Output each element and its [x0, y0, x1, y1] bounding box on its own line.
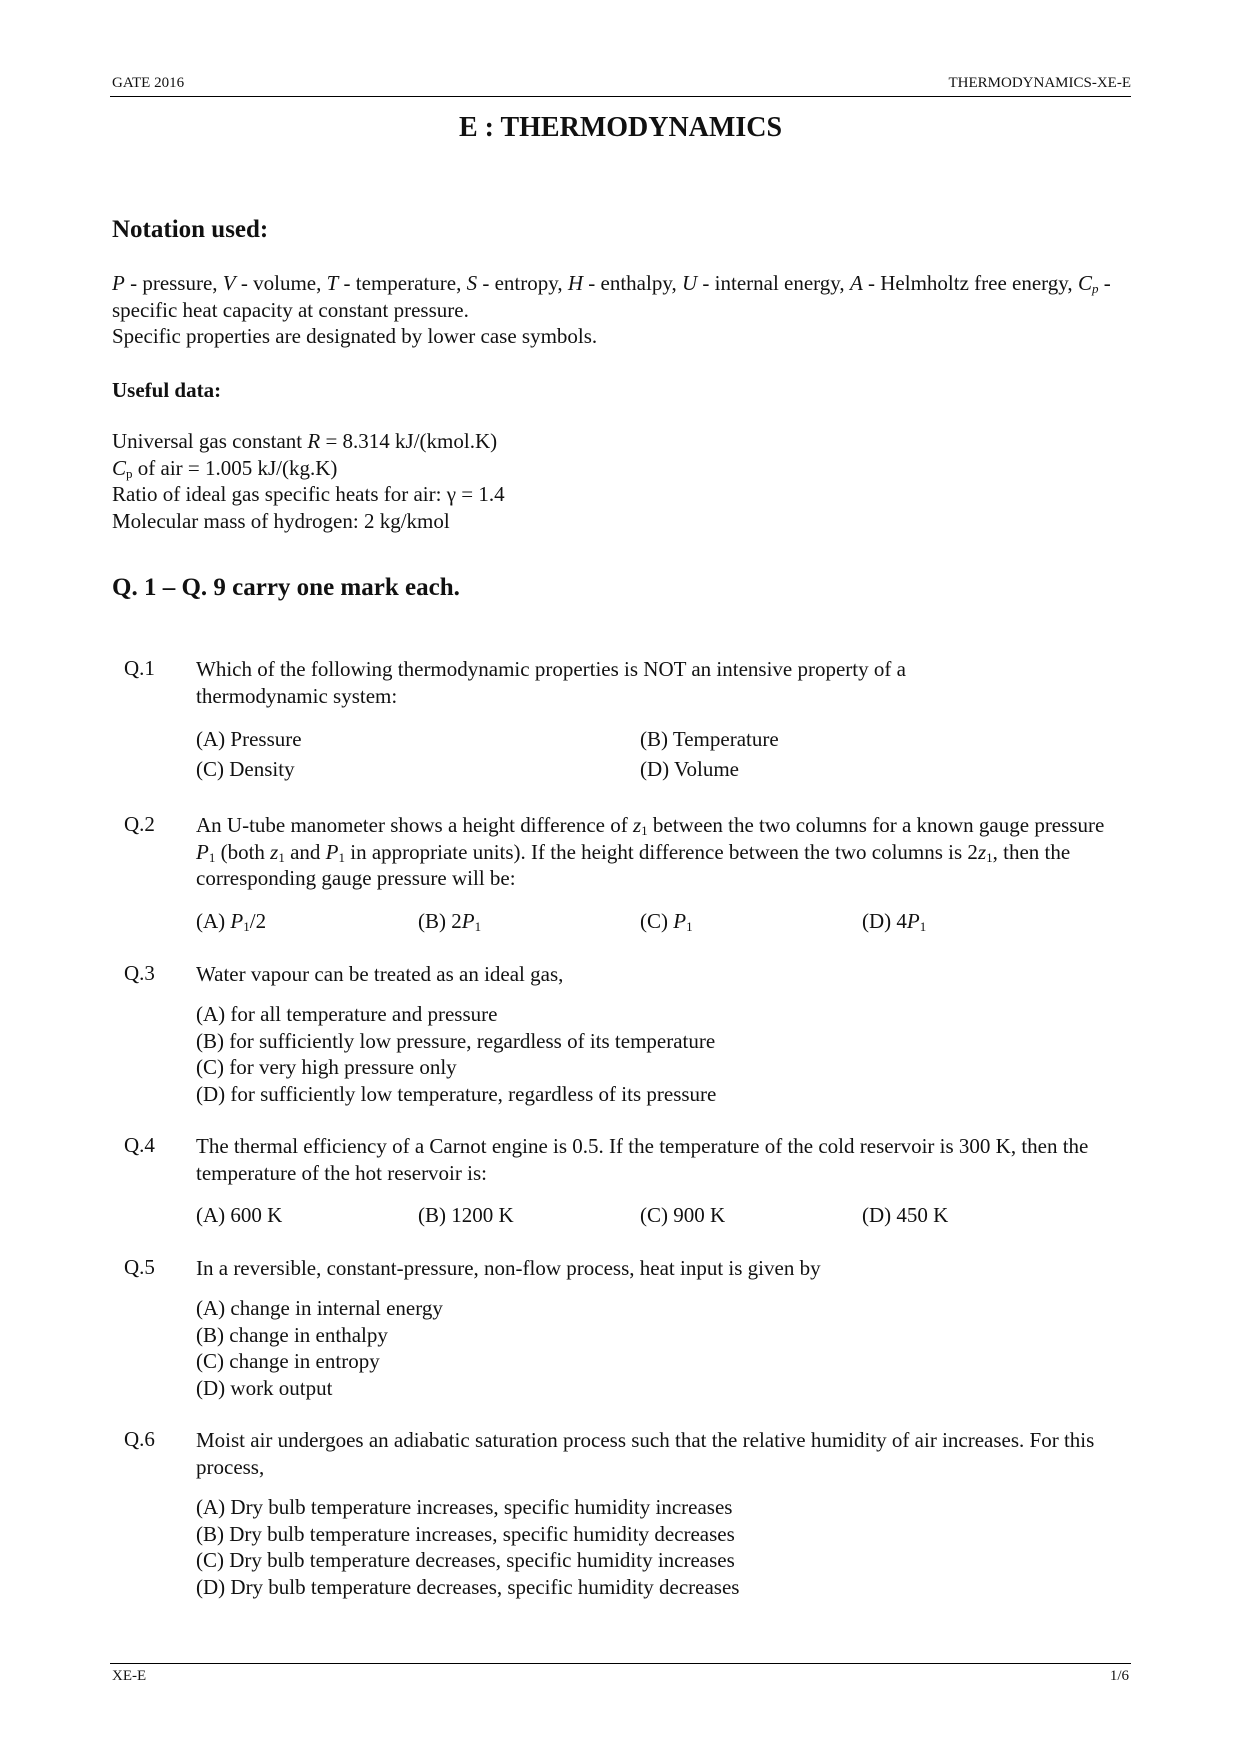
q2-option-c: (C) $P_1$	[640, 909, 693, 934]
q6-text: Moist air undergoes an adiabatic saturation process such that the relative humidity of air increases. For this process,	[196, 1428, 1095, 1479]
q3-option-a: (A) for all temperature and pressure	[196, 1002, 498, 1026]
useful-data-heading: Useful data:	[112, 378, 222, 402]
q3-option-b: (B) for sufficiently low pressure, regardless of its temperature	[196, 1028, 716, 1053]
section-heading: Q. 1 – Q. 9 carry one mark each.	[112, 574, 460, 601]
q2-text: An U-tube manometer shows a height difference of $z_1$ between the two columns for a known gauge pressure $P_1$ (both $z_1$ and $P_1$ in appropriate units). If the height difference between the two columns is $2z_1$, then the corresponding gauge pressure will be:	[196, 813, 1105, 890]
q5-number: Q.5	[124, 1255, 155, 1279]
gas-constant-line: Universal gas constant R = 8.314 kJ/(kmol.K)	[112, 429, 498, 453]
q1-option-b: (B) Temperature	[640, 727, 779, 751]
q1-option-a: (A) Pressure	[196, 727, 302, 751]
notation-heading: Notation used:	[112, 216, 269, 243]
q1-option-c: (C) Density	[196, 757, 295, 781]
q5-options	[196, 1295, 443, 1401]
q5-text: In a reversible, constant-pressure, non-flow process, heat input is given by	[196, 1256, 821, 1280]
footer-left: XE-E	[112, 1668, 147, 1684]
q4-option-d: (D) 450 K	[862, 1203, 949, 1227]
q2-option-d: (D) $4P_1$	[862, 909, 927, 934]
header-rule	[110, 96, 1131, 97]
q4-option-b: (B) 1200 K	[418, 1203, 514, 1227]
q4-option-c: (C) 900 K	[640, 1203, 726, 1227]
cp-air-line: $C_p$ of air = 1.005 kJ/(kg.K)	[112, 455, 338, 481]
q2-option-b: (B) $2P_1$	[418, 909, 482, 934]
q1-text: Which of the following thermodynamic properties is NOT an intensive property of a thermodynamic system:	[196, 657, 906, 708]
q6-option-d: (D) Dry bulb temperature decreases, specific humidity decreases	[196, 1574, 740, 1599]
page-number: 1/6	[1109, 1668, 1129, 1684]
q4-option-a: (A) 600 K	[196, 1203, 283, 1227]
q3-options	[196, 1001, 716, 1107]
page-title: E : THERMODYNAMICS	[458, 112, 783, 143]
q6-options	[196, 1494, 739, 1600]
q3-option-d: (D) for sufficiently low temperature, regardless of its pressure	[196, 1081, 717, 1106]
q5-option-d: (D) work output	[196, 1375, 333, 1400]
q2-option-a: (A) $P_1/2$	[196, 909, 267, 934]
footer-rule	[110, 1663, 1131, 1664]
q1-number: Q.1	[124, 656, 155, 680]
q5-option-c: (C) change in entropy	[196, 1349, 380, 1373]
q2-number: Q.2	[124, 812, 155, 836]
q3-number: Q.3	[124, 961, 155, 985]
q4-text: The thermal efficiency of a Carnot engine is 0.5. If the temperature of the cold reservoir is 300 K, then the temperature of the hot reservoir is:	[196, 1134, 1089, 1185]
q6-number: Q.6	[124, 1427, 155, 1451]
q6-option-b: (B) Dry bulb temperature increases, specific humidity decreases	[196, 1521, 735, 1546]
q5-option-a: (A) change in internal energy	[196, 1296, 443, 1320]
gamma-line: Ratio of ideal gas specific heats for air: γ = 1.4	[112, 482, 505, 506]
q6-option-a: (A) Dry bulb temperature increases, specific humidity increases	[196, 1495, 733, 1519]
notation-text: P - pressure, V - volume, T - temperature, S - entropy, H - enthalpy, U - internal energy, A - Helmholtz free energy, $C_p$ - specific heat capacity at constant pressure. Specific properties are designated by lower case symbols.	[112, 271, 1111, 348]
q3-option-c: (C) for very high pressure only	[196, 1055, 457, 1079]
q5-option-b: (B) change in enthalpy	[196, 1322, 388, 1347]
hydrogen-mass-line: Molecular mass of hydrogen: 2 kg/kmol	[112, 508, 450, 533]
notation-lowercase-note: Specific properties are designated by lower case symbols.	[112, 324, 598, 348]
header-left: GATE 2016	[112, 75, 185, 91]
q1-option-d: (D) Volume	[640, 757, 739, 781]
q3-text: Water vapour can be treated as an ideal gas,	[196, 962, 564, 986]
q6-option-c: (C) Dry bulb temperature decreases, specific humidity increases	[196, 1548, 735, 1572]
useful-data-list	[112, 428, 505, 534]
header-right: THERMODYNAMICS-XE-E	[948, 75, 1131, 91]
q4-number: Q.4	[124, 1133, 155, 1157]
